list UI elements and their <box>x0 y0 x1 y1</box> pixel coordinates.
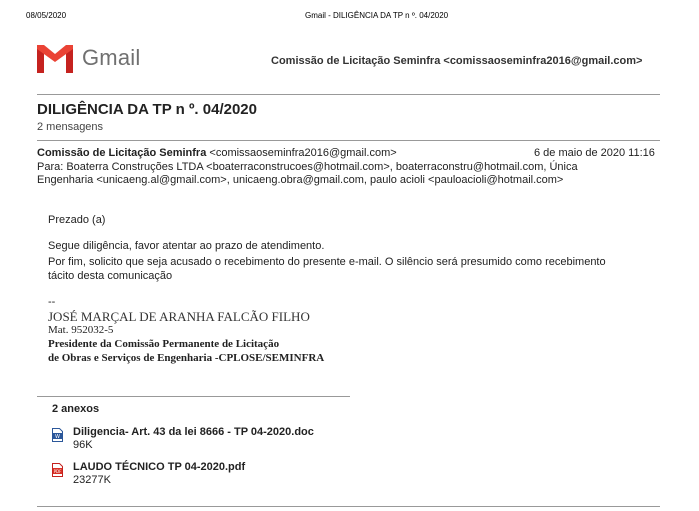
subject-divider <box>37 140 660 141</box>
thread-subject: DILIGÊNCIA DA TP n º. 04/2020 <box>37 101 257 118</box>
attachment-2-size: 23277K <box>73 474 111 486</box>
signature-role-1: Presidente da Comissão Permanente de Licitação <box>48 338 280 350</box>
gmail-logo-text: Gmail <box>82 45 141 70</box>
gmail-m-icon <box>37 45 73 73</box>
attachment-2-name[interactable]: LAUDO TÉCNICO TP 04-2020.pdf <box>73 461 246 473</box>
recipients-line-2: Engenharia <unicaeng.al@gmail.com>, unicaeng.obra@gmail.com, paulo acioli <pauloacioli@hotmail.com> <box>37 174 564 186</box>
header-divider <box>37 94 660 95</box>
sender-name: Comissão de Licitação Seminfra <box>37 147 207 159</box>
account-email: Comissão de Licitação Seminfra <comissaoseminfra2016@gmail.com> <box>271 55 643 67</box>
print-title: Gmail - DILIGÊNCIA DA TP n º. 04/2020 <box>305 11 449 20</box>
body-line-3: tácito desta comunicação <box>48 270 173 282</box>
body-line-2: Por fim, solicito que seja acusado o recebimento do presente e-mail. O silêncio será presumido como recebimento <box>48 256 606 268</box>
gmail-logo <box>37 45 73 73</box>
attachment-1-name[interactable]: Diligencia- Art. 43 da lei 8666 - TP 04-2020.doc <box>73 426 314 438</box>
signature-separator: -- <box>48 296 56 308</box>
signature-role-2: de Obras e Serviços de Engenharia -CPLOSE/SEMINFRA <box>48 352 325 364</box>
attachments-header: 2 anexos <box>52 403 100 415</box>
svg-text:PDF: PDF <box>53 469 62 474</box>
svg-text:W: W <box>55 434 60 440</box>
print-date: 08/05/2020 <box>26 11 67 20</box>
attachment-1-size: 96K <box>73 439 93 451</box>
body-line-1: Segue diligência, favor atentar ao prazo de atendimento. <box>48 240 325 252</box>
signature-registration: Mat. 952032-5 <box>48 324 114 336</box>
message-date: 6 de maio de 2020 11:16 <box>534 147 655 159</box>
message-sender <box>37 147 397 160</box>
recipients-line-1: Para: Boaterra Construções LTDA <boaterraconstrucoes@hotmail.com>, boaterraconstru@hotmail.com, Única <box>37 161 578 173</box>
sender-email: <comissaoseminfra2016@gmail.com> <box>209 147 397 159</box>
attachments-divider <box>37 396 350 397</box>
footer-divider <box>37 506 660 507</box>
thread-count: 2 mensagens <box>37 121 104 133</box>
greeting: Prezado (a) <box>48 214 106 226</box>
signature-name: JOSÉ MARÇAL DE ARANHA FALCÃO FILHO <box>48 309 310 324</box>
word-doc-icon <box>52 428 63 442</box>
pdf-icon <box>52 463 63 477</box>
